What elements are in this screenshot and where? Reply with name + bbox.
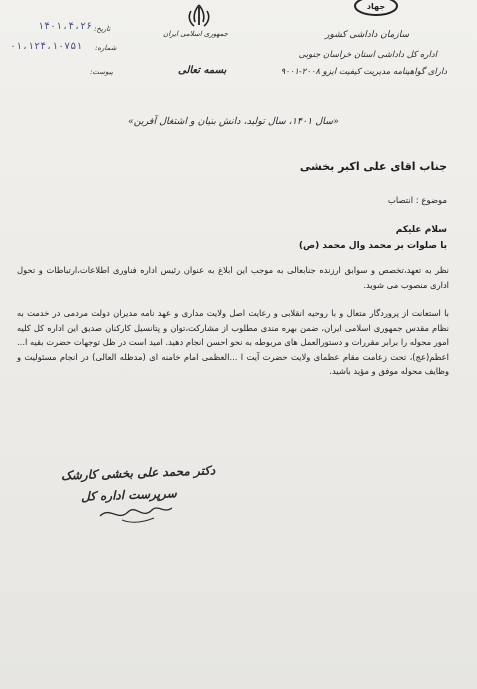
subject: موضوع : انتصاب [387, 196, 447, 206]
basmala: بسمه تعالی [178, 65, 227, 76]
year-slogan: «سال ۱۴۰۱، سال تولید، دانش بنیان و اشتغال آفرین» [128, 116, 339, 127]
iran-emblem-icon [184, 3, 214, 29]
date-value: ۱۴۰۱،۴،۲۶ [38, 21, 93, 32]
paragraph-appointment: نظر به تعهد،تخصص و سوابق ارزنده جنابعالی به موجب این ابلاغ به عنوان رئیس اداره فناوری اطلاعات،ارتباطات و تحول اداری منصوب می شوید. [17, 265, 449, 290]
paragraph-instructions: با استعانت از پروردگار متعال و با روحیه انقلابی و رعایت اصل ولایت مداری و عهد نامه مدیران دولت مردمی در خدمت به نظام مقدس جمهوری اسلامی ایران، ضمن بهره مندی مطلوب از مشارکت،توان و پتانسیل کارکنان صدیق این اداره کل کلیه امور محوله را برابر مقررات و دستورالعمل های مربوطه به نحو احسن انجام دهید. امید است در ظل توجهات حضرت بقیه ا... اعظم(عج)، تحت زعامت مقام عظمای ولایت حضرت آیت ا ...العظمی امام خامنه ای (مدظله العالی) در انجام مسئولیت و وظایف محوله موفق و مؤید باشید. [17, 308, 449, 376]
attachment-label: پیوست: [90, 68, 113, 76]
date-label: تاریخ: [94, 25, 111, 33]
emblem-caption: جمهوری اسلامی ایران [163, 30, 228, 38]
org-name-line1: سازمان داداشی کشور [325, 30, 409, 40]
jahad-logo [353, 0, 399, 20]
org-name-line3: دارای گواهینامه مدیریت کیفیت ایزو ۲۰۰۸-۹۰۰۱ [280, 67, 447, 77]
number-value: ۰۱،۱۲۴،۱۰۷۵۱ [10, 41, 83, 52]
recipient: جناب اقای علی اکبر بخشی [299, 160, 447, 173]
greeting: سلام علیکم [395, 225, 447, 235]
logo-text: جهاد [366, 2, 386, 11]
org-name-line2: اداره کل داداشی استان خراسان جنوبی [298, 50, 437, 60]
signatory-title: سرپرست اداره کل [81, 486, 178, 504]
number-label: شماره: [95, 44, 117, 52]
signatory-name: دکتر محمد علی بخشی کارشک [60, 463, 216, 483]
salutation: با صلوات بر محمد وال محمد (ص) [298, 241, 447, 251]
handwritten-signature [92, 498, 182, 528]
